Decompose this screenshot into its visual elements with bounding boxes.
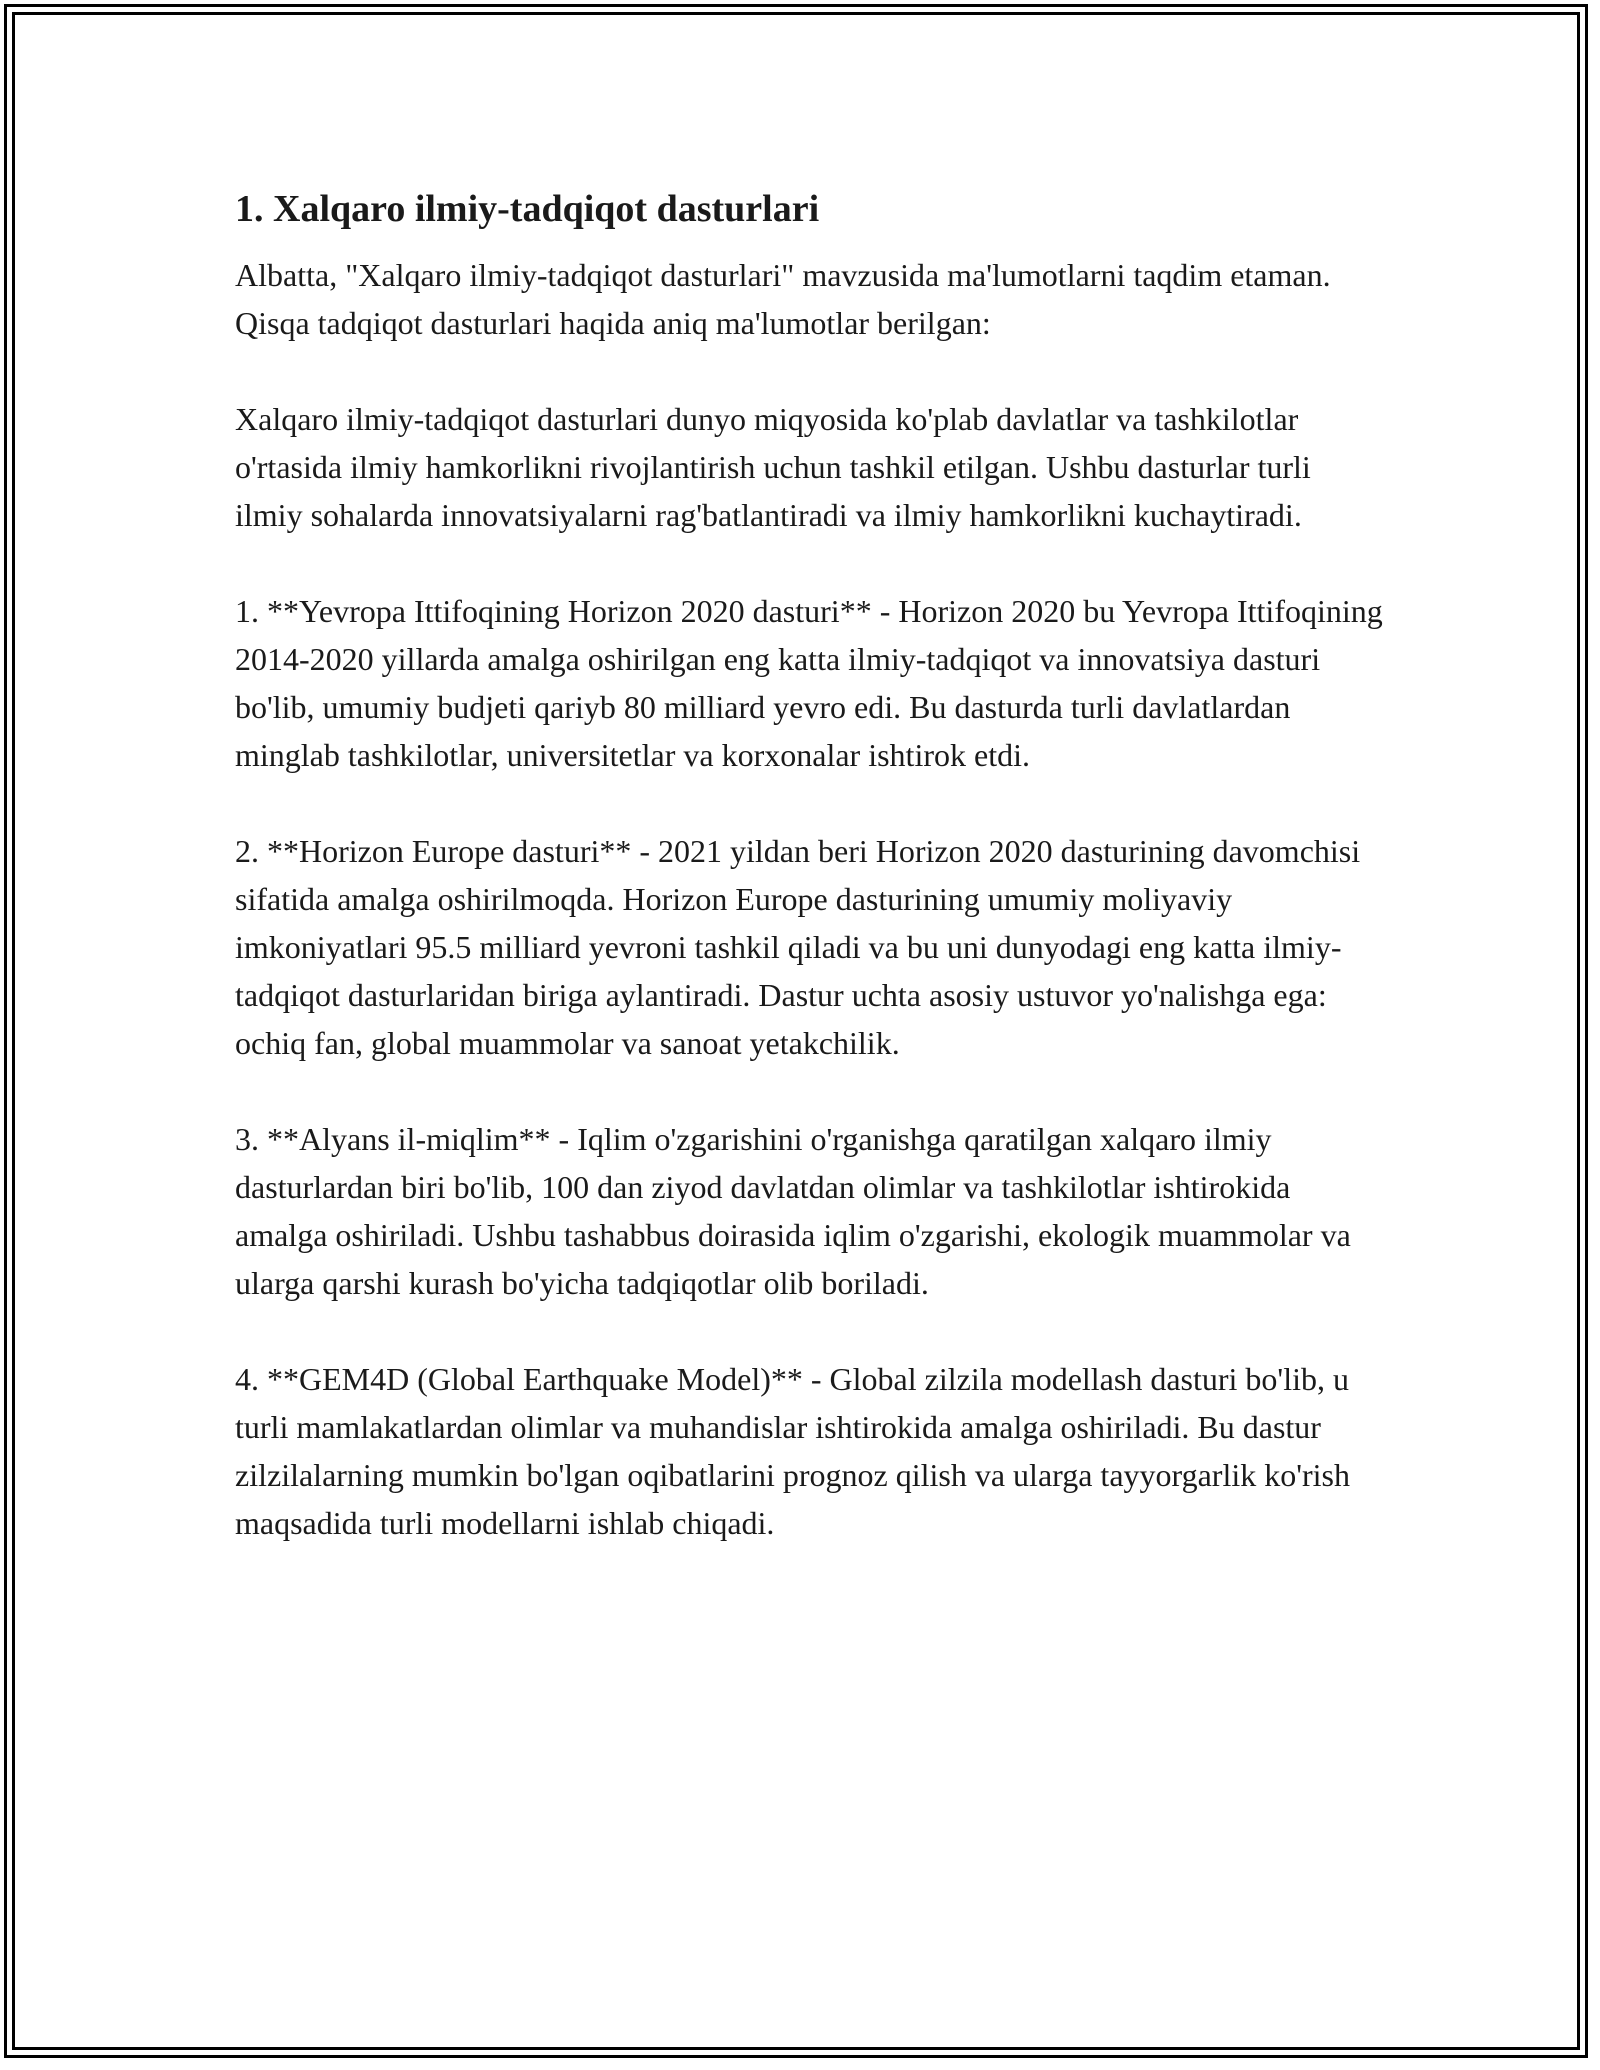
intro-paragraph: Albatta, "Xalqaro ilmiy-tadqiqot dasturlari" mavzusida ma'lumotlarni taqdim etaman. Qisqa tadqiqot dasturlari haqida aniq ma'lumotlar berilgan: xyxy=(235,257,1331,341)
program-item-horizon-2020: 1. **Yevropa Ittifoqining Horizon 2020 dasturi** - Horizon 2020 bu Yevropa Ittifoqining 2014-2020 yillarda amalga oshirilgan eng katta ilmiy-tadqiqot va innovatsiya dasturi bo'lib, umumiy budjeti qariyb 80 milliard yevro edi. Bu dasturda turli davlatlardan minglab tashkilotlar, universitetlar va korxonalar ishtirok etdi. xyxy=(235,593,1383,773)
overview-paragraph: Xalqaro ilmiy-tadqiqot dasturlari dunyo miqyosida ko'plab davlatlar va tashkilotlar o'rtasida ilmiy hamkorlikni rivojlantirish uchun tashkil etilgan. Ushbu dasturlar turli ilmiy sohalarda innovatsiyalarni rag'batlantiradi va ilmiy hamkorlikni kuchaytiradi. xyxy=(235,401,1311,533)
program-item-gem4d: 4. **GEM4D (Global Earthquake Model)** - Global zilzila modellash dasturi bo'lib, u turli mamlakatlardan olimlar va muhandislar ishtirokida amalga oshiriladi. Bu dastur zilzilalarning mumkin bo'lgan oqibatlarini prognoz qilish va ularga tayyorgarlik ko'rish maqsadida turli modellarni ishlab chiqadi. xyxy=(235,1361,1350,1541)
document-body xyxy=(235,185,1385,1595)
program-item-horizon-europe: 2. **Horizon Europe dasturi** - 2021 yildan beri Horizon 2020 dasturining davomchisi sifatida amalga oshirilmoqda. Horizon Europe dasturining umumiy moliyaviy imkoniyatlari 95.5 milliard yevroni tashkil qiladi va bu uni dunyodagi eng katta ilmiy-tadqiqot dasturlaridan biriga aylantiradi. Dastur uchta asosiy ustuvor yo'nalishga ega: ochiq fan, global muammolar va sanoat yetakchilik. xyxy=(235,833,1361,1061)
program-item-climate-alliance: 3. **Alyans il-miqlim** - Iqlim o'zgarishini o'rganishga qaratilgan xalqaro ilmiy dasturlardan biri bo'lib, 100 dan ziyod davlatdan olimlar va tashkilotlar ishtirokida amalga oshiriladi. Ushbu tashabbus doirasida iqlim o'zgarishi, ekologik muammolar va ularga qarshi kurash bo'yicha tadqiqotlar olib boriladi. xyxy=(235,1121,1351,1301)
document-title: 1. Xalqaro ilmiy-tadqiqot dasturlari xyxy=(235,188,820,230)
